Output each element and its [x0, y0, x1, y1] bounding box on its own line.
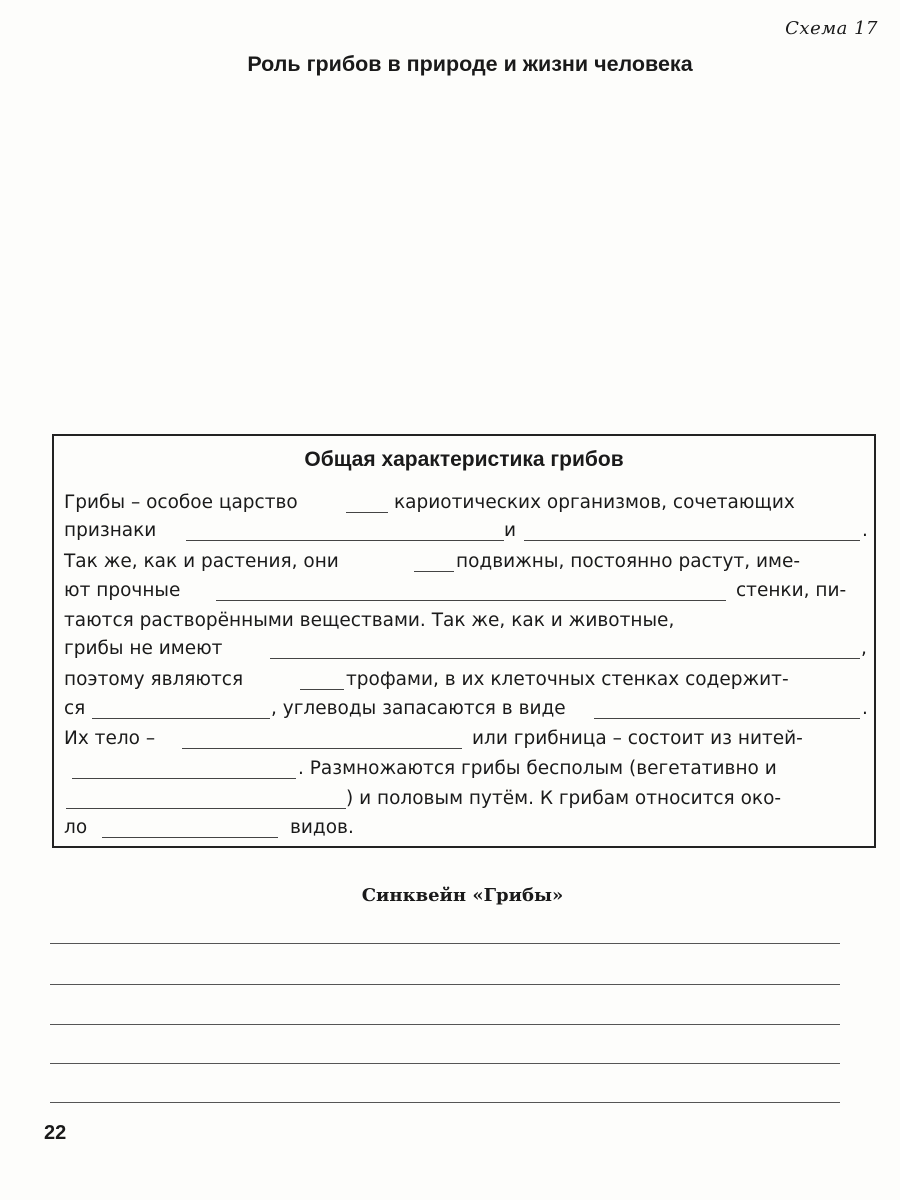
text-line: [64, 490, 870, 516]
text-line: [64, 608, 870, 634]
text-line: [64, 549, 870, 575]
text-segment: трофами, в их клеточных стенках содержит-: [346, 669, 789, 690]
text-segment: ют прочные: [64, 580, 181, 601]
answer-blank[interactable]: [414, 571, 454, 572]
text-line: [64, 815, 870, 841]
text-line: [64, 518, 870, 544]
writing-line[interactable]: [50, 1024, 840, 1025]
text-segment: ) и половым путём. К грибам относится око-: [346, 788, 782, 809]
text-segment: , углеводы запасаются в виде: [271, 698, 566, 719]
writing-line[interactable]: [50, 1063, 840, 1064]
text-segment: ло: [64, 817, 88, 838]
answer-blank[interactable]: [186, 540, 504, 541]
answer-blank[interactable]: [270, 658, 860, 659]
page-title: Роль грибов в природе и жизни человека: [247, 52, 693, 76]
answer-blank[interactable]: [300, 689, 344, 690]
text-line: [64, 786, 870, 812]
answer-blank[interactable]: [594, 718, 860, 719]
writing-line[interactable]: [50, 984, 840, 985]
text-line: [64, 726, 870, 752]
text-segment: и: [504, 520, 517, 541]
text-line: [64, 756, 870, 782]
answer-blank[interactable]: [102, 837, 278, 838]
text-segment: или грибница – состоит из нитей-: [472, 728, 803, 749]
page-number: 22: [44, 1122, 67, 1144]
text-segment: .: [862, 520, 868, 541]
characteristics-box: [52, 434, 876, 848]
text-segment: .: [862, 698, 868, 719]
answer-blank[interactable]: [182, 748, 462, 749]
text-segment: грибы не имеют: [64, 638, 223, 659]
text-segment: признаки: [64, 520, 157, 541]
text-segment: Так же, как и растения, они: [64, 551, 339, 572]
schema-label: Схема 17: [785, 18, 878, 39]
answer-blank[interactable]: [346, 512, 388, 513]
text-segment: поэтому являются: [64, 669, 244, 690]
text-segment: Грибы – особое царство: [64, 492, 298, 513]
text-segment: ,: [861, 638, 867, 659]
answer-blank[interactable]: [216, 600, 726, 601]
text-segment: подвижны, постоянно растут, име-: [456, 551, 801, 572]
text-segment: таются растворёнными веществами. Так же, как и животные,: [64, 610, 675, 631]
text-line: [64, 667, 870, 693]
answer-blank[interactable]: [72, 778, 296, 779]
text-segment: ся: [64, 698, 86, 719]
text-line: [64, 578, 870, 604]
syncwine-title: Синквейн «Грибы»: [361, 885, 564, 906]
text-line: [64, 696, 870, 722]
writing-line[interactable]: [50, 943, 840, 944]
answer-blank[interactable]: [66, 808, 346, 809]
answer-blank[interactable]: [92, 718, 270, 719]
text-segment: стенки, пи-: [736, 580, 847, 601]
text-segment: Их тело –: [64, 728, 156, 749]
writing-line[interactable]: [50, 1102, 840, 1103]
answer-blank[interactable]: [524, 540, 860, 541]
box-title: Общая характеристика грибов: [304, 448, 624, 471]
text-line: [64, 636, 870, 662]
text-segment: . Размножаются грибы бесполым (вегетативно и: [298, 758, 777, 779]
text-segment: кариотических организмов, сочетающих: [394, 492, 795, 513]
text-segment: видов.: [290, 817, 354, 838]
